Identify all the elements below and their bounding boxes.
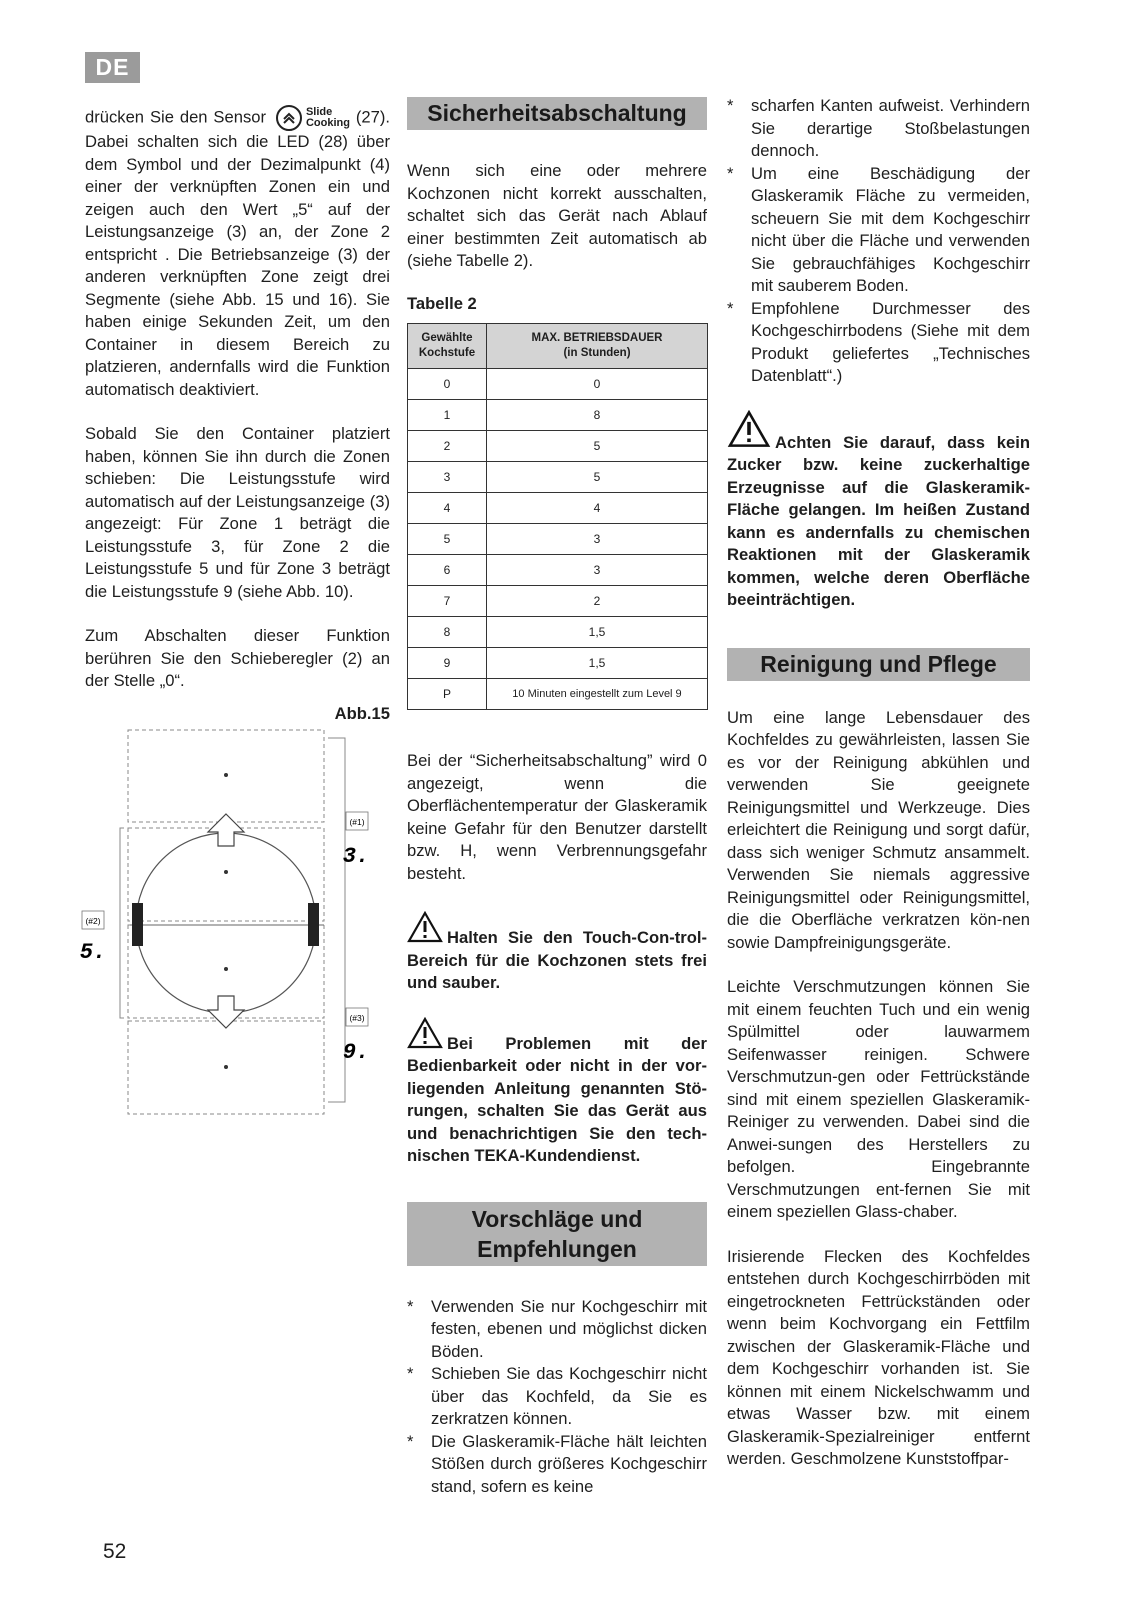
- table-row: [408, 648, 708, 679]
- paragraph-cleaning-1: Um eine lange Lebensdauer des Kochfeldes zu gewährleisten, lassen Sie es vor der Reinigung abkühlen und verwenden Sie geeignete Reinigungsmittel und Werkzeuge. Dies erleichtert die Reinigung und sorgt dafür, dass sich weniger Schmutz ansammelt. Verwenden Sie niemals aggressive Reinigungsmittel oder Reinigungsmittel, die die Oberfläche verkratzen kön-nen sowie Dampfreinigungsgeräte.: [727, 707, 1030, 952]
- table-cell-level: 8: [408, 617, 487, 648]
- column-middle: [407, 97, 707, 1498]
- zone3-tag: (#3): [349, 1013, 365, 1023]
- zone-marker-right: [308, 903, 319, 946]
- cooking-zone-circle: [136, 833, 316, 1013]
- heading-suggestions: Vorschläge und Empfehlungen: [407, 1202, 707, 1266]
- table-row: [408, 555, 708, 586]
- sensor-label-cooking: Cooking: [305, 117, 350, 129]
- table-row: [408, 617, 708, 648]
- warning-icon: [727, 410, 771, 455]
- paragraph-display-info: Bei der “Sicherheitsabschaltung” wird 0 angezeigt, wenn die Oberflächentemperatur der Glaskeramik keine Gefahr für den Benutzer darstellt bzw. H, wenn Verbrennungsgefahr besteht.: [407, 751, 707, 883]
- table-title: Tabelle 2: [407, 293, 477, 313]
- table-cell-level: 2: [408, 431, 487, 462]
- suggestions-list: [407, 1296, 707, 1499]
- page-number: 52: [103, 1540, 127, 1563]
- table-row: [408, 369, 708, 400]
- table-cell-level: P: [408, 679, 487, 710]
- zone-marker-left: [132, 903, 143, 946]
- warning-text-3: Achten Sie darauf, dass kein Zucker bzw. keine zuckerhaltige Erzeugnisse auf die Glaskeramik-Fläche gelangen. Im heißen Zustand kann es andernfalls zu chemischen Reaktionen mit der Glaskeramik kommen, welche deren Oberfläche beeinträchtigen.: [727, 432, 1030, 609]
- zone1-tag: (#1): [349, 817, 365, 827]
- table-cell-duration: 4: [487, 493, 708, 524]
- table-cell-level: 5: [408, 524, 487, 555]
- table-cell-duration: 5: [487, 462, 708, 493]
- table-row: [408, 431, 708, 462]
- paragraph-switch-off: Zum Abschalten dieser Funktion berühren Sie den Schieberegler (2) an der Stelle „0“.: [85, 626, 390, 690]
- heading-cleaning: Reinigung und Pflege: [727, 648, 1030, 681]
- heading-safety-shutdown: Sicherheitsabschaltung: [407, 97, 707, 130]
- zone2-display: 5.: [80, 940, 107, 965]
- table-cell-level: 9: [408, 648, 487, 679]
- table-cell-duration: 10 Minuten eingestellt zum Level 9: [487, 679, 708, 710]
- table-cell-level: 4: [408, 493, 487, 524]
- table-cell-level: 0: [408, 369, 487, 400]
- warning-text-2: Bei Problemen mit der Bedienbarkeit oder nicht in der vor-liegenden Anleitung genannten Stö-rungen, schalten Sie das Gerät aus und benachrichtigen Sie den tech-nischen TEKA-Kundendienst.: [407, 1033, 707, 1165]
- slide-cooking-diagram: [80, 728, 390, 1118]
- arrow-up-icon: [208, 814, 244, 846]
- paragraph-lead: drücken Sie den Sensor: [85, 107, 267, 127]
- table-row: [408, 524, 708, 555]
- warning-sugar: [727, 410, 1030, 612]
- warning-text-1: Halten Sie den Touch-Con-trol-Bereich für die Kochzonen stets frei und sauber.: [407, 928, 707, 992]
- warning-touch-control: [407, 911, 707, 995]
- slide-cooking-sensor-icon: [276, 105, 350, 131]
- paragraph-move-container: Sobald Sie den Container platziert haben, können Sie ihn durch die Zonen schieben: Die Leistungsstufe wird automatisch auf der Leistungsanzeige (3) angezeigt: Für Zone 1 beträgt die Leistungsstufe 3, für Zone 2 die Leistungsstufe 5 und für Zone 3 beträgt die Leistungsstufe 9 (siehe Abb. 10).: [85, 424, 390, 601]
- table-cell-duration: 0: [487, 369, 708, 400]
- operation-time-table: [407, 323, 708, 710]
- table-cell-duration: 5: [487, 431, 708, 462]
- sensor-label-slide: Slide: [305, 106, 333, 118]
- table-row: [408, 400, 708, 431]
- arrow-down-icon: [208, 996, 244, 1028]
- table-cell-duration: 1,5: [487, 617, 708, 648]
- list-item: * Empfohlene Durchmesser des Kochgeschirrbodens (Siehe mit dem Produkt geliefertes „Technisches Datenblatt“.): [727, 298, 1030, 388]
- paragraph-rest: (27). Dabei schalten sich die LED (28) über dem Symbol und der Dezimalpunkt (4) einer der verknüpften Zonen ein und zeigen auch den Wert „5“ auf der Leistungsanzeige (3) an, der Zone 2 entspricht . Die Betriebsanzeige (3) der anderen verknüpften Zone zeigt drei Segmente (siehe Abb. 15 und 16). Sie haben einige Sekunden Zeit, um den Container in diesem Bereich zu platzieren, andernfalls wird die Funktion automatisch deaktiviert.: [85, 107, 390, 399]
- column-right: [727, 95, 1030, 1471]
- table-cell-level: 3: [408, 462, 487, 493]
- table-cell-duration: 3: [487, 524, 708, 555]
- zone2-tag: (#2): [85, 916, 101, 926]
- table-cell-level: 1: [408, 400, 487, 431]
- warning-icon: [407, 911, 443, 950]
- figure-label: Abb.15: [334, 703, 390, 723]
- zone1-display: 3.: [342, 844, 370, 869]
- warning-problems: [407, 1017, 707, 1168]
- table-row: [408, 462, 708, 493]
- table-cell-level: 7: [408, 586, 487, 617]
- paragraph-cleaning-3: Irisierende Flecken des Kochfeldes entstehen durch Kochgeschirrböden mit eingetrockneten Fettrückständen oder wenn beim Kochvorgang ein Fettfilm zwischen der Glaskeramik-Fläche und dem Kochgeschirr vorhanden ist. Sie können mit einem Nickelschwamm und etwas Wasser bzw. mit einem Glaskeramik-Spezialreiniger entfernt werden. Geschmolzene Kunststoffpar-: [727, 1246, 1030, 1468]
- table-row: [408, 493, 708, 524]
- table-header-duration: MAX. BETRIEBSDAUER (in Stunden): [487, 324, 708, 369]
- table-cell-duration: 3: [487, 555, 708, 586]
- table-cell-duration: 8: [487, 400, 708, 431]
- paragraph-cleaning-2: Leichte Verschmutzungen können Sie mit einem feuchten Tuch und ein wenig Spülmittel oder lauwarmem Seifenwasser reinigen. Schwere Verschmutzun-gen oder Fettrückstände sind mit einem speziellen Glaskeramik-Reiniger zu verwenden. Dabei sind die Anwei-sungen des Herstellers zu befolgen. Eingebrannte Verschmutzungen ent-fernen Sie mit einem speziellen Glass-chaber.: [727, 977, 1030, 1221]
- list-item: * Die Glaskeramik-Fläche hält leichten Stößen durch größeres Kochgeschirr stand, sofern es keine: [407, 1431, 707, 1499]
- column-left: [85, 105, 390, 725]
- table-cell-level: 6: [408, 555, 487, 586]
- list-item: * Um eine Beschädigung der Glaskeramik Fläche zu vermeiden, scheuern Sie mit dem Kochgeschirr nicht über die Fläche und verwenden Sie gebrauchfähiges Kochgeschirr mit sauberem Boden.: [727, 163, 1030, 298]
- language-badge: DE: [85, 52, 140, 83]
- table-row: [408, 586, 708, 617]
- zone3-display: 9.: [342, 1040, 370, 1065]
- suggestions-list-continued: [727, 95, 1030, 388]
- table-cell-duration: 1,5: [487, 648, 708, 679]
- warning-icon: [407, 1017, 443, 1056]
- table-row: [408, 679, 708, 710]
- paragraph-slide-cooking: [85, 105, 390, 401]
- table-header-level: Gewählte Kochstufe: [408, 324, 487, 369]
- list-item-continued: * scharfen Kanten aufweist. Verhindern Sie derartige Stoßbelastungen dennoch.: [727, 95, 1030, 163]
- list-item: * Verwenden Sie nur Kochgeschirr mit festen, ebenen und möglichst dicken Böden.: [407, 1296, 707, 1364]
- list-item: * Schieben Sie das Kochgeschirr nicht über das Kochfeld, da Sie es zerkratzen können.: [407, 1363, 707, 1431]
- table-cell-duration: 2: [487, 586, 708, 617]
- paragraph-safety: Wenn sich eine oder mehrere Kochzonen nicht korrekt ausschalten, schaltet sich das Gerät nach Ablauf einer bestimmten Zeit automatisch ab (siehe Tabelle 2).: [407, 161, 707, 270]
